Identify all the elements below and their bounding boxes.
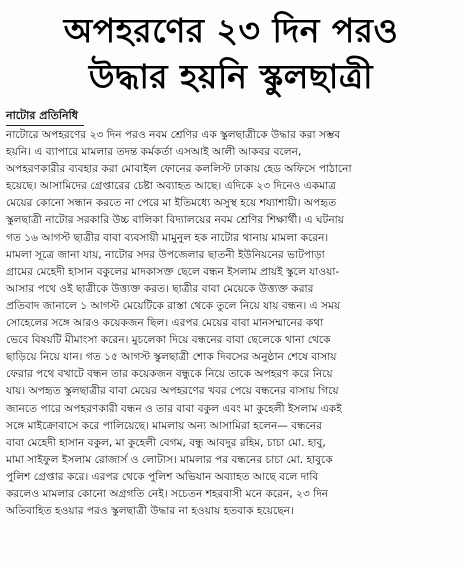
body-line: বাবা মেহেদী হাসান বকুল, মা কুহেলী বেগম, বন্ধু আবদুর রহিম, চাচা মো. হাবু, (6, 436, 326, 449)
body-line: ভেবে বিষয়টি মীমাংসা করেন। মুচলেকা দিয়ে বন্ধনের বাবা ছেলেকে থানা থেকে (6, 334, 331, 347)
body-line: সঙ্গে মাইক্রোবাসে করে পালিয়েছে। মামলায় অন্য আসামিরা হলেন— বন্ধনের (6, 419, 322, 432)
body-line: আসার পথে ওই ছাত্রীকে উত্ত্যক্ত করত। ছাত্রীর বাবা মেয়েকে উত্ত্যক্ত করার (6, 282, 314, 295)
body-line: হয়নি। এ ব্যাপারে মামলার তদন্ত কর্মকর্তা এসআই আলী আকবর বলেন, (6, 146, 302, 159)
headline-line-2: উদ্ধার হয়নি স্কুলছাত্রী (88, 57, 374, 96)
article-body (6, 127, 456, 520)
body-line: গ্রামের মেহেদী হাসান বকুলের মাদকাসক্ত ছেলে বন্ধন ইসলাম প্রায়ই স্কুলে যাওয়া- (6, 265, 340, 278)
byline-block (6, 108, 146, 128)
byline-underline (6, 125, 84, 126)
body-line: করলেও মামলার কোনো অগ্রগতি নেই। সচেতন শহরবাসী মনে করেন, ২৩ দিন (6, 487, 329, 500)
byline: নাটোর প্রতিনিধি (6, 109, 78, 122)
body-line: প্রতিবাদ জানালে ১ আগস্ট মেয়েটিকে রাস্তা থেকে তুলে নিয়ে যায় বন্ধন। এ সময় (6, 299, 341, 312)
body-line: গত ১৬ আগস্ট ছাত্রীর বাবা ব্যবসায়ী মামুনুল হক নাটোর থানায় মামলা করেন। (6, 231, 329, 244)
body-line: স্কুলছাত্রী নাটোর সরকারি উচ্চ বালিকা বিদ্যালয়ের নবম শ্রেণির শিক্ষার্থী। এ ঘটনায় (6, 214, 344, 227)
body-line: মামলা সূত্রে জানা যায়, নাটোর সদর উপজেলার ছাতনী ইউনিয়নের ভাটপাড়া (6, 248, 325, 261)
body-line: নাটোরে অপহরণের ২৩ দিন পরও নবম শ্রেণির এক স্কুলছাত্রীকে উদ্ধার করা সম্ভব (6, 129, 341, 141)
body-line: মেয়ের কোনো সন্ধান করতে না পেরে মা ইতিমধ্যে অসুস্থ হয়ে শয্যাশায়ী। অপহৃত (6, 197, 337, 210)
body-line: হয়েছে। আসামিদের গ্রেপ্তারের চেষ্টা অব্যাহত আছে। এদিকে ২৩ দিনেও একমাত্র (6, 180, 337, 193)
body-line: পুলিশ গ্রেপ্তার করে। এরপর থেকে পুলিশ অভিযান অব্যাহত আছে বলে দাবি (6, 470, 319, 483)
body-line: সোহেলের সঙ্গে আরও কয়েকজন ছিল। এরপর মেয়ের বাবা মানসম্মানের কথা (6, 317, 324, 330)
body-line: অপহরণকারীর ব্যবহার করা মোবাইল ফোনের কললিস্ট ঢাকায় হেড অফিসে পাঠানো (6, 163, 352, 176)
body-line: ছাড়িয়ে নিয়ে যান। গত ১৫ আগস্ট স্কুলছাত্রী শোক দিবসের অনুষ্ঠান শেষে বাসায় (6, 351, 337, 364)
headline-line-1: অপহরণের ২৩ দিন পরও (63, 11, 399, 50)
body-line: মামা সাইফুল ইসলাম রোজার্স ও লোটাস। মামলার পর বন্ধনের চাচা মো. হাবুকে (6, 453, 333, 466)
body-line: জানতে পারে অপহরণকারী বন্ধন ও তার বাবা বকুল এবং মা কুহেলী ইসলাম একই (6, 402, 342, 415)
body-line: যায়। অপহৃত স্কুলছাত্রীর বাবা মেয়ের অপহরণের খবর পেয়ে বন্ধনের বাসায় গিয়ে (6, 385, 339, 398)
body-line: ফেরার পথে বখাটে বন্ধন তার কয়েকজন বন্ধুকে নিয়ে তাকে অপহরণ করে নিয়ে (6, 368, 333, 381)
headline (6, 10, 456, 98)
body-line: অতিবাহিত হওয়ার পরও স্কুলছাত্রী উদ্ধার না হওয়ায় হতবাক হয়েছেন। (6, 505, 294, 518)
